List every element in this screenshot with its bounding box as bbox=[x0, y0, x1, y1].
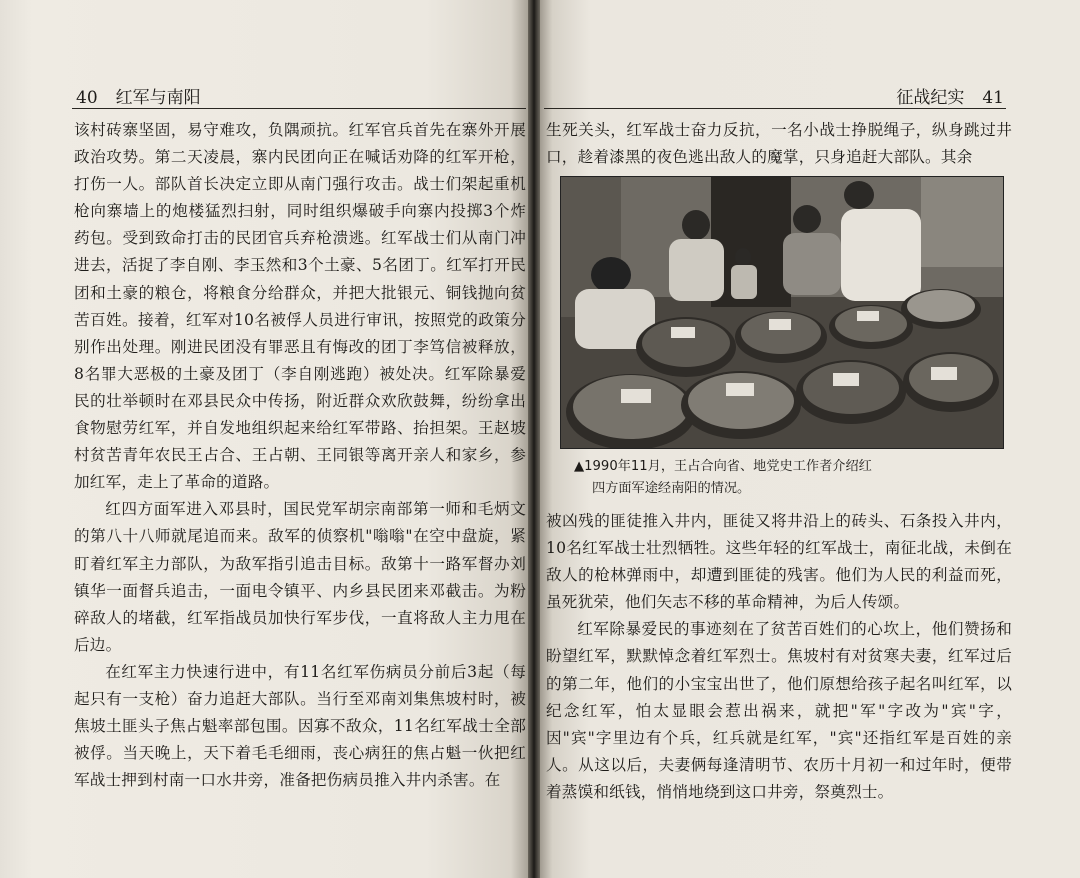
right-header-rule bbox=[544, 108, 1006, 109]
right-paragraph-1: 被凶残的匪徒推入井内，匪徒又将井沿上的砖头、石条投入井内，10名红军战士壮烈牺牲。这些年轻的红军战士，南征北战，未倒在敌人的枪林弹雨中，却遭到匪徒的残害。他们为人民的利益而死，虽死犹荣，他们矢志不移的革命精神，为后人传颂。 bbox=[546, 512, 1012, 612]
left-body-text bbox=[74, 117, 526, 794]
right-running-header bbox=[546, 86, 1004, 110]
left-paragraph-2: 红四方面军进入邓县时，国民党军胡宗南部第一师和毛炳文的第八十八师就尾追而来。敌军的侦察机"嗡嗡"在空中盘旋，紧盯着红军主力部队，为敌军指引追击目标。敌第十一路军督办刘镇华一面督兵追击，一面电令镇平、内乡县民团来邓截击。为粉碎敌人的堵截，红军指战员加快行军步伐，一直将敌人主力甩在后边。 bbox=[74, 500, 526, 654]
right-running-title: 征战纪实 bbox=[896, 88, 965, 108]
photo-caption bbox=[574, 456, 1004, 500]
historical-photo bbox=[560, 176, 1004, 449]
right-body-text bbox=[546, 508, 1012, 806]
left-running-title: 红军与南阳 bbox=[115, 88, 201, 108]
right-page bbox=[536, 0, 1080, 878]
left-page bbox=[0, 0, 532, 878]
right-page-number: 41 bbox=[982, 88, 1004, 108]
right-top-paragraph: 生死关头，红军战士奋力反抗，一名小战士挣脱绳子，纵身跳过井口，趁着漆黑的夜色逃出敌人的魔掌，只身追赶大部队。其余 bbox=[546, 121, 1012, 167]
book-gutter bbox=[528, 0, 540, 878]
left-running-header bbox=[76, 86, 528, 110]
photo-caption-line-2: 四方面军途经南阳的情况。 bbox=[592, 481, 751, 496]
right-paragraph-2: 红军除暴爱民的事迹刻在了贫苦百姓们的心坎上，他们赞扬和盼望红军，默默悼念着红军烈士。焦坡村有对贫寒夫妻，红军过后的第二年，他们的小宝宝出世了，他们原想给孩子起名叫红军，以纪念红军，怕太显眼会惹出祸来，就把"军"字改为"宾"字，因"宾"字里边有个兵，红兵就是红军，"宾"还指红军是百姓的亲人。从这以后，夫妻俩每逢清明节、农历十月初一和过年时，便带着蒸馍和纸钱，悄悄地绕到这口井旁，祭奠烈士。 bbox=[546, 620, 1012, 801]
left-page-number: 40 bbox=[76, 88, 98, 108]
left-paragraph-1: 该村砖寨坚固，易守难攻，负隅顽抗。红军官兵首先在寨外开展政治攻势。第二天凌晨，寨内民团向正在喊话劝降的红军开枪，打伤一人。部队首长决定立即从南门强行攻击。战士们架起重机枪向寨墙上的炮楼猛烈扫射，同时组织爆破手向寨内投掷3个炸药包。受到致命打击的民团官兵弃枪溃逃。红军战士们从南门冲进去，活捉了李自刚、李玉然和3个土豪、5名团丁。红军打开民团和土豪的粮仓，将粮食分给群众，并把大批银元、铜钱抛向贫苦百姓。接着，红军对10名被俘人员进行审讯，按照党的政策分别作出处理。刚进民团没有罪恶且有悔改的团丁李笃信被释放，8名罪大恶极的土豪及团丁（李自刚逃跑）被处决。红军除暴爱民的壮举顿时在邓县民众中传扬，附近群众欢欣鼓舞，纷纷拿出食物慰劳红军，并自发地组织起来给红军带路、抬担架。王赵坡村贫苦青年农民王占合、王占朝、王同银等离开亲人和家乡，参加红军，走上了革命的道路。 bbox=[74, 121, 526, 492]
photo-illustration bbox=[561, 177, 1003, 448]
right-top-text bbox=[546, 117, 1012, 171]
left-paragraph-3: 在红军主力快速行进中，有11名红军伤病员分前后3起（每起只有一支枪）奋力追赶大部队。当行至邓南刘集焦坡村时，被焦坡土匪头子焦占魁率部包围。因寡不敌众，11名红军战士全部被俘。当天晚上，天下着毛毛细雨，丧心病狂的焦占魁一伙把红军战士押到村南一口水井旁，准备把伤病员推入井内杀害。在 bbox=[74, 662, 526, 790]
left-header-rule bbox=[72, 108, 526, 109]
photo-caption-line-1: ▲1990年11月，王占合向省、地党史工作者介绍红 bbox=[574, 459, 872, 474]
